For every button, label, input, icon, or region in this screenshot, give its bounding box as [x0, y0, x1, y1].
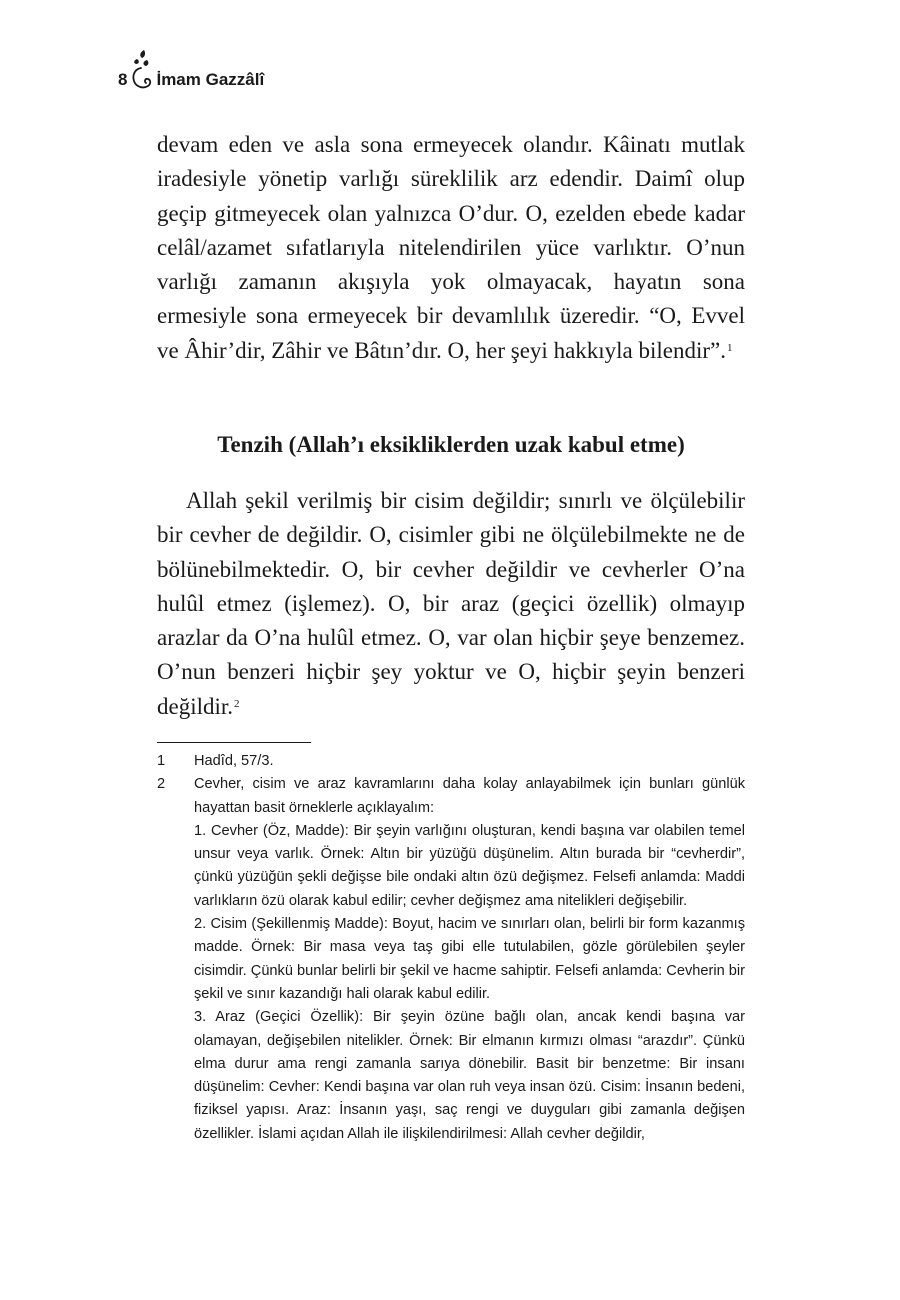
footnote-number: 2 [157, 776, 166, 793]
running-head-author: İmam Gazzâlî [156, 70, 265, 89]
footnote-paragraph: Hadîd, 57/3. [194, 753, 274, 769]
footnotes [157, 750, 745, 1146]
footnote-reference[interactable]: 2 [234, 697, 240, 710]
body-paragraph [157, 128, 745, 368]
page-number: 8 [118, 70, 128, 89]
leaf-swirl-icon [130, 48, 152, 92]
footnote-number: 1 [157, 753, 166, 769]
footnote [157, 773, 745, 1146]
footnote-paragraph: 2. Cisim (Şekillenmiş Madde): Boyut, hacim ve sınırları olan, belirli bir form kazanmış madde. Örnek: Bir masa veya taş gibi elle tutulabilen, gözle görülebilen şeyler cisimdir. Çünkü bunlar belirli bir şekil ve hacme sahiptir. Felsefi anlamda: Cevherin bir şekil ve sınır kazandığı hali olarak kabul edilir. [194, 916, 745, 1002]
paragraph-text: Allah şekil verilmiş bir cisim değildir; sınırlı ve ölçülebilir bir cevher de değildir. O, cisimler gibi ne ölçülebilmekte ne de bölünebilmektedir. O, bir cevher değildir ve cevherler O’na hulûl etmez (işlemez). O, bir araz (geçici özellik) olmayıp arazlar da O’na hulûl etmez. O, var olan hiçbir şeye benzemez. O’nun benzeri hiçbir şey yoktur ve O, hiçbir şeyin benzeri değildir. [157, 488, 745, 719]
paragraph-text: devam eden ve asla sona ermeyecek olandır. Kâinatı mutlak iradesiyle yönetip varlığı süreklilik arz edendir. Daimî olup geçip gitmeyecek olan yalnızca O’dur. O, ezelden ebede kadar celâl/azamet sıfatlarıyla nitelendirilen yüce varlıktır. O’nun varlığı zamanın akışıyla yok olmayacak, hayatın sona ermesiyle sona ermeyecek bir devamlılık üzeredir. “O, Evvel ve Âhir’dir, Zâhir ve Bâtın’dır. O, her şeyi hakkıyla bilendir”. [157, 132, 745, 363]
running-head [118, 48, 264, 92]
section-heading: Tenzih (Allah’ı eksikliklerden uzak kabul etme) [217, 432, 685, 457]
footnote [157, 750, 745, 773]
footnote-paragraph: 3. Araz (Geçici Özellik): Bir şeyin özüne bağlı olan, ancak kendi başına var olamayan, değişebilen nitelikler. Örnek: Bir elmanın kırmızı olması “arazdır”. Çünkü elma durur ama rengi zamanla sarıya dönebilir. Basit bir benzetme: Bir insanı düşünelim: Cevher: Kendi başına var olan ruh veya insan özü. Cisim: İnsanın bedeni, fiziksel yapısı. Araz: İnsanın yaşı, saç rengi ve duyguları gibi zamanla değişen özellikler. İslami açıdan Allah ile ilişkilendirilmesi: Allah cevher değildir, [194, 1009, 745, 1142]
footnote-paragraph: 1. Cevher (Öz, Madde): Bir şeyin varlığını oluşturan, kendi başına var olabilen temel unsur veya varlık. Örnek: Altın bir yüzüğü düşünelim. Altın burada bir “cevherdir”, çünkü yüzüğün şekli değişse bile ondaki altın özü değişmez. Felsefi anlamda: Maddi varlıkların özü olarak kabul edilir; cevher değişmez ama nitelikleri değişebilir. [194, 822, 745, 909]
footnote-reference[interactable]: 1 [727, 341, 733, 354]
footnote-divider [157, 742, 311, 743]
footnote-paragraph: Cevher, cisim ve araz kavramlarını daha kolay anlayabilmek için bunları günlük hayattan basit örneklerle açıklayalım: [194, 776, 745, 816]
body-paragraph [157, 484, 745, 724]
footnote-text [194, 773, 745, 1146]
footnote-text [194, 750, 745, 773]
